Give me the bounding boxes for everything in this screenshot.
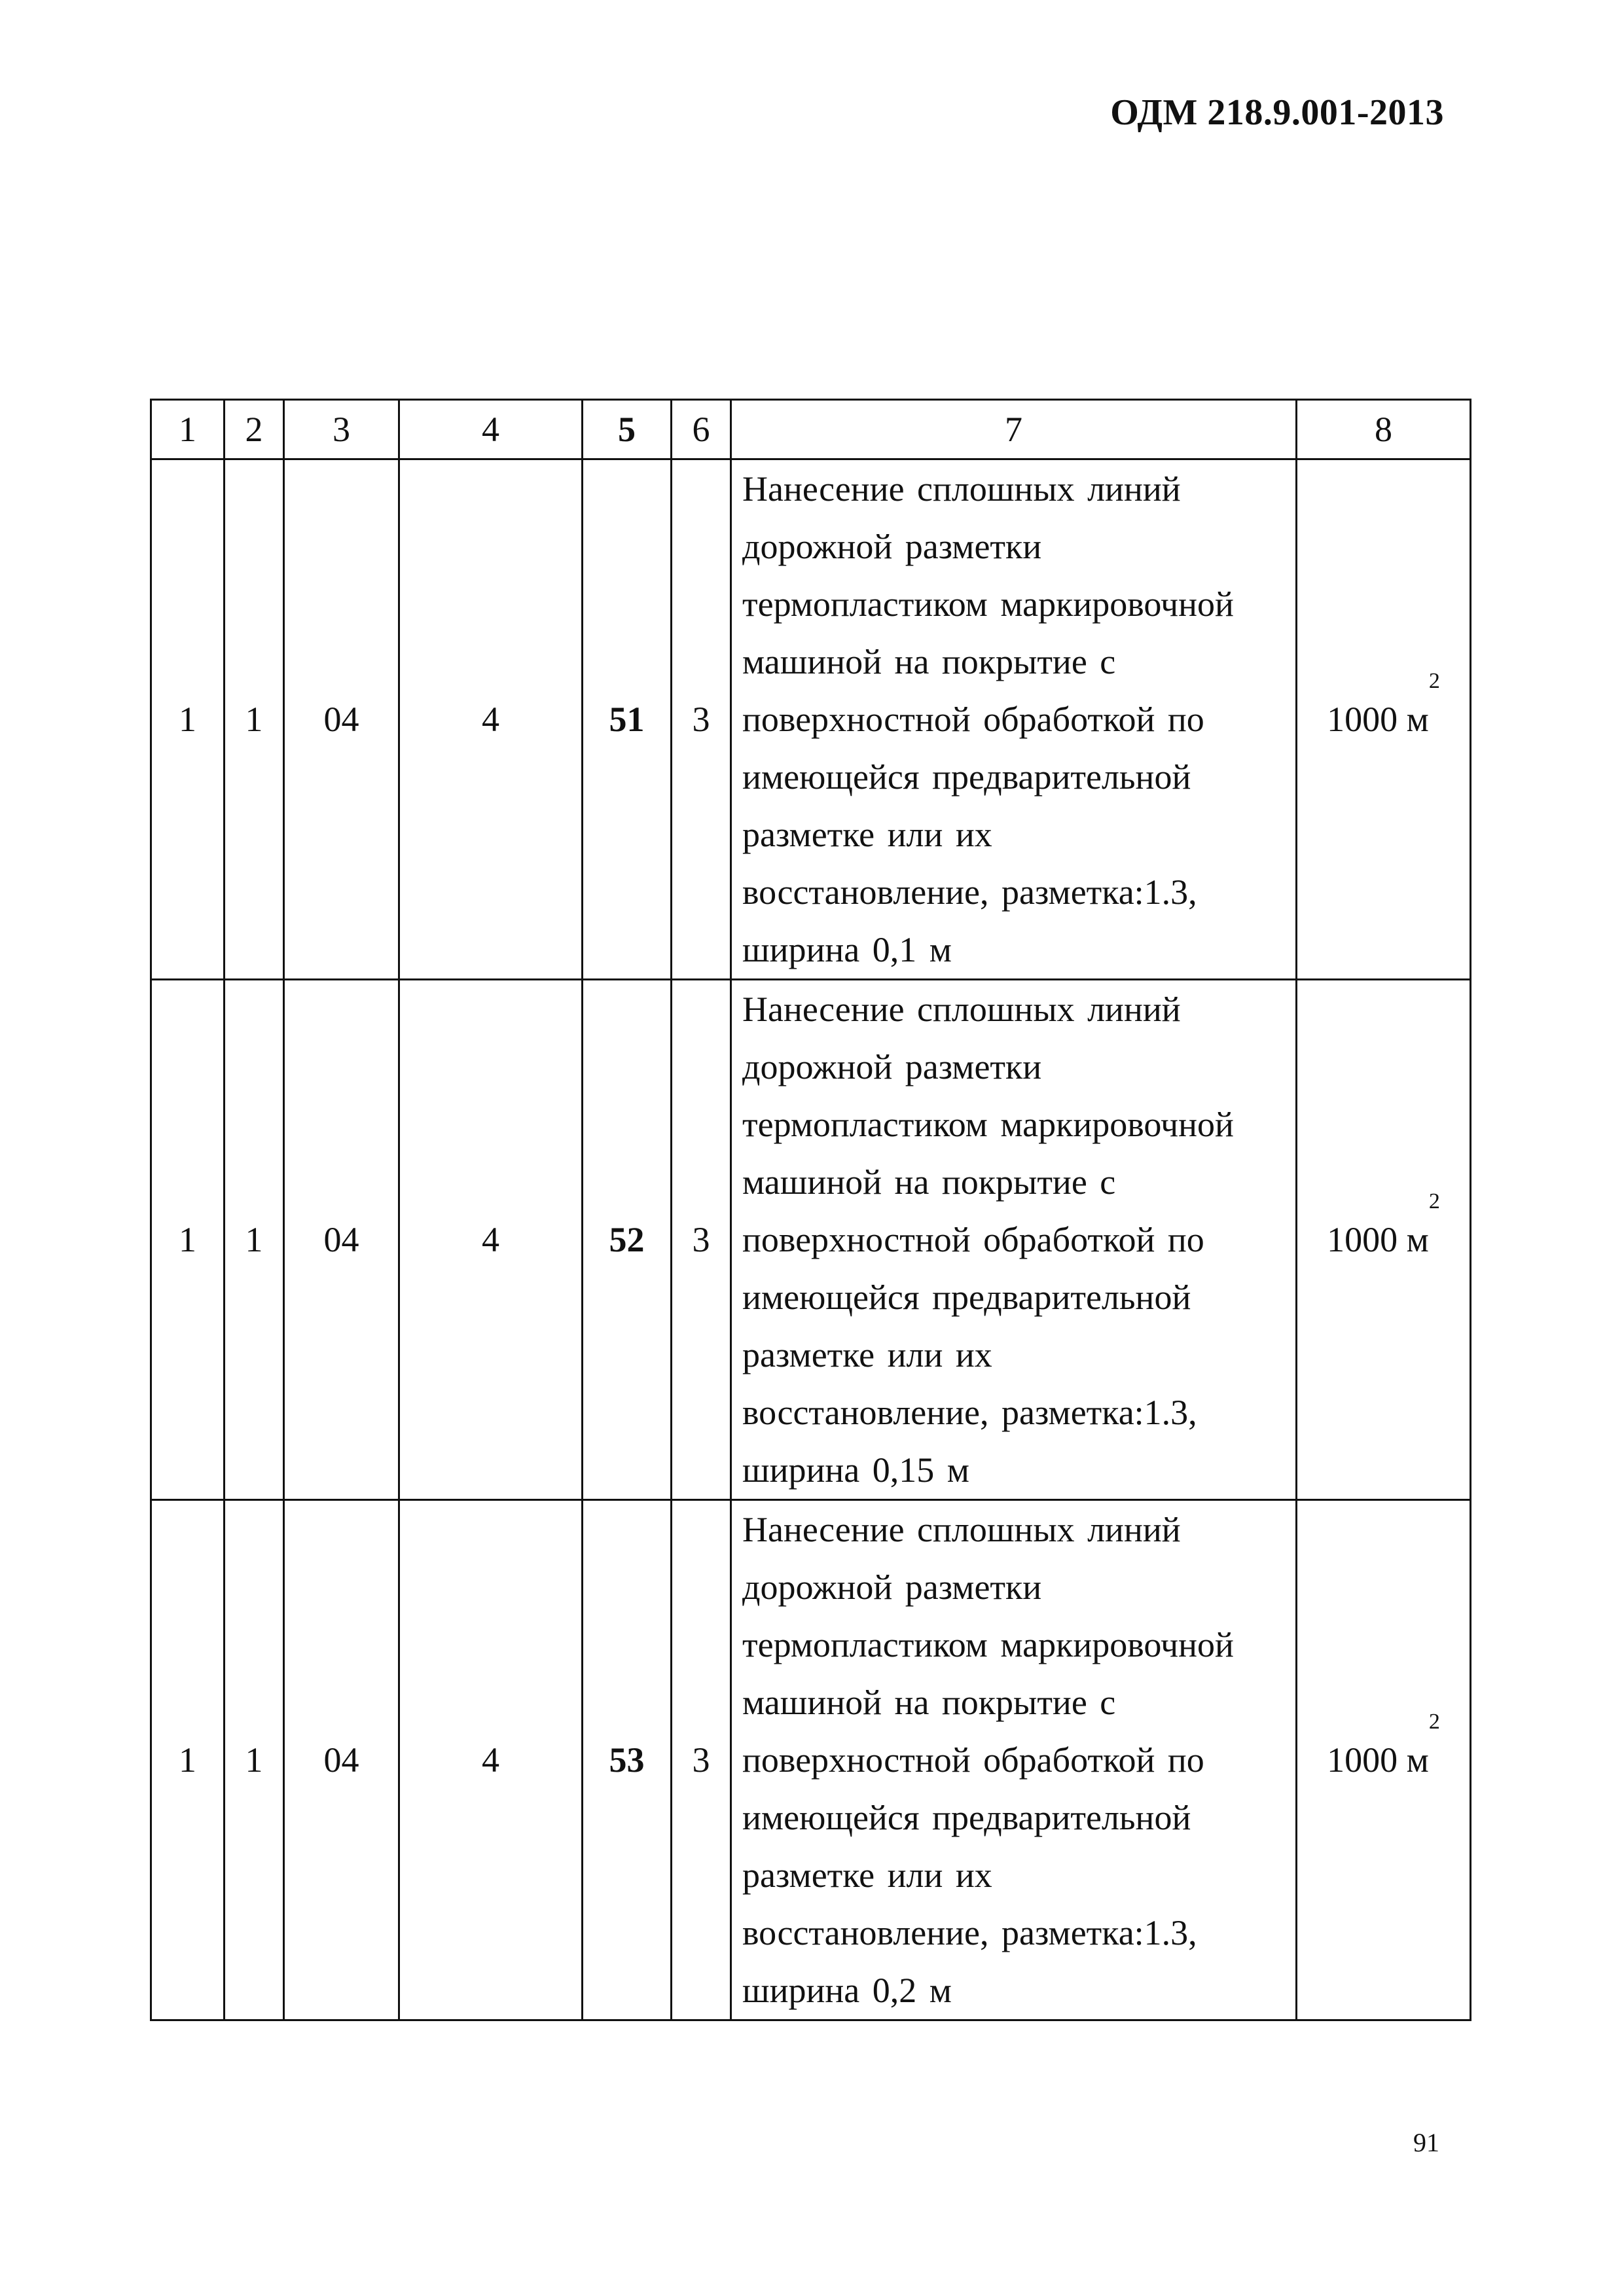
- cell-col-1: 1: [151, 1500, 225, 2020]
- description-line: термопластиком маркировочной: [742, 584, 1234, 624]
- header-cell: 4: [399, 400, 583, 459]
- cell-col-6: 3: [672, 980, 731, 1500]
- description-line: имеющейся предварительной: [742, 1278, 1191, 1317]
- header-cell: 3: [284, 400, 399, 459]
- unit-text: 1000 м: [1327, 1740, 1429, 1780]
- cell-col-6: 3: [672, 459, 731, 980]
- unit-cell: [1297, 459, 1471, 980]
- description-cell: [731, 459, 1297, 980]
- description-cell: [731, 980, 1297, 1500]
- unit-exponent: 2: [1428, 669, 1440, 693]
- table-row: [151, 980, 1471, 1500]
- cell-col-3: 04: [284, 980, 399, 1500]
- description-line: разметке или их: [742, 1335, 992, 1374]
- cell-col-5: 51: [583, 459, 672, 980]
- description-line: Нанесение сплошных линий: [742, 469, 1181, 509]
- description-line: дорожной разметки: [742, 1047, 1042, 1086]
- cell-col-5: 52: [583, 980, 672, 1500]
- document-code: ОДМ 218.9.001-2013: [1110, 92, 1444, 133]
- description-line: дорожной разметки: [742, 527, 1042, 566]
- table-header-row: [151, 400, 1471, 459]
- cell-col-4: 4: [399, 980, 583, 1500]
- cell-col-2: 1: [225, 980, 284, 1500]
- table-row: [151, 459, 1471, 980]
- description-line: машиной на покрытие с: [742, 642, 1116, 681]
- header-cell: 2: [225, 400, 284, 459]
- table-row: [151, 1500, 1471, 2020]
- description-line: имеющейся предварительной: [742, 1798, 1191, 1837]
- description-line: термопластиком маркировочной: [742, 1625, 1234, 1664]
- cell-col-1: 1: [151, 459, 225, 980]
- cell-col-3: 04: [284, 1500, 399, 2020]
- description-line: восстановление, разметка:1.3,: [742, 1393, 1197, 1432]
- description-line: Нанесение сплошных линий: [742, 1510, 1181, 1549]
- cell-col-5: 53: [583, 1500, 672, 2020]
- description-line: ширина 0,1 м: [742, 930, 952, 969]
- unit-exponent: 2: [1428, 1710, 1440, 1734]
- description-line: машиной на покрытие с: [742, 1683, 1116, 1722]
- description-line: термопластиком маркировочной: [742, 1105, 1234, 1144]
- description-line: восстановление, разметка:1.3,: [742, 1913, 1197, 1952]
- cell-col-4: 4: [399, 1500, 583, 2020]
- description-line: восстановление, разметка:1.3,: [742, 872, 1197, 912]
- cell-col-4: 4: [399, 459, 583, 980]
- header-cell: 7: [731, 400, 1297, 459]
- description-line: ширина 0,15 м: [742, 1450, 969, 1490]
- header-cell: 8: [1297, 400, 1471, 459]
- unit-text: 1000 м: [1327, 1220, 1429, 1259]
- specification-table: [150, 399, 1471, 2021]
- description-line: поверхностной обработкой по: [742, 700, 1204, 739]
- description-line: поверхностной обработкой по: [742, 1740, 1204, 1780]
- page-number: 91: [1413, 2128, 1439, 2157]
- description-line: Нанесение сплошных линий: [742, 990, 1181, 1029]
- description-line: имеющейся предварительной: [742, 757, 1191, 797]
- description-cell: [731, 1500, 1297, 2020]
- header-cell: 1: [151, 400, 225, 459]
- cell-col-6: 3: [672, 1500, 731, 2020]
- description-line: машиной на покрытие с: [742, 1162, 1116, 1202]
- description-line: разметке или их: [742, 815, 992, 854]
- header-cell: 6: [672, 400, 731, 459]
- description-line: ширина 0,2 м: [742, 1971, 952, 2010]
- description-line: поверхностной обработкой по: [742, 1220, 1204, 1259]
- description-line: дорожной разметки: [742, 1568, 1042, 1607]
- unit-cell: [1297, 1500, 1471, 2020]
- cell-col-2: 1: [225, 1500, 284, 2020]
- cell-col-2: 1: [225, 459, 284, 980]
- unit-cell: [1297, 980, 1471, 1500]
- description-line: разметке или их: [742, 1856, 992, 1895]
- cell-col-3: 04: [284, 459, 399, 980]
- cell-col-1: 1: [151, 980, 225, 1500]
- header-cell: 5: [583, 400, 672, 459]
- unit-text: 1000 м: [1327, 700, 1429, 739]
- unit-exponent: 2: [1428, 1189, 1440, 1213]
